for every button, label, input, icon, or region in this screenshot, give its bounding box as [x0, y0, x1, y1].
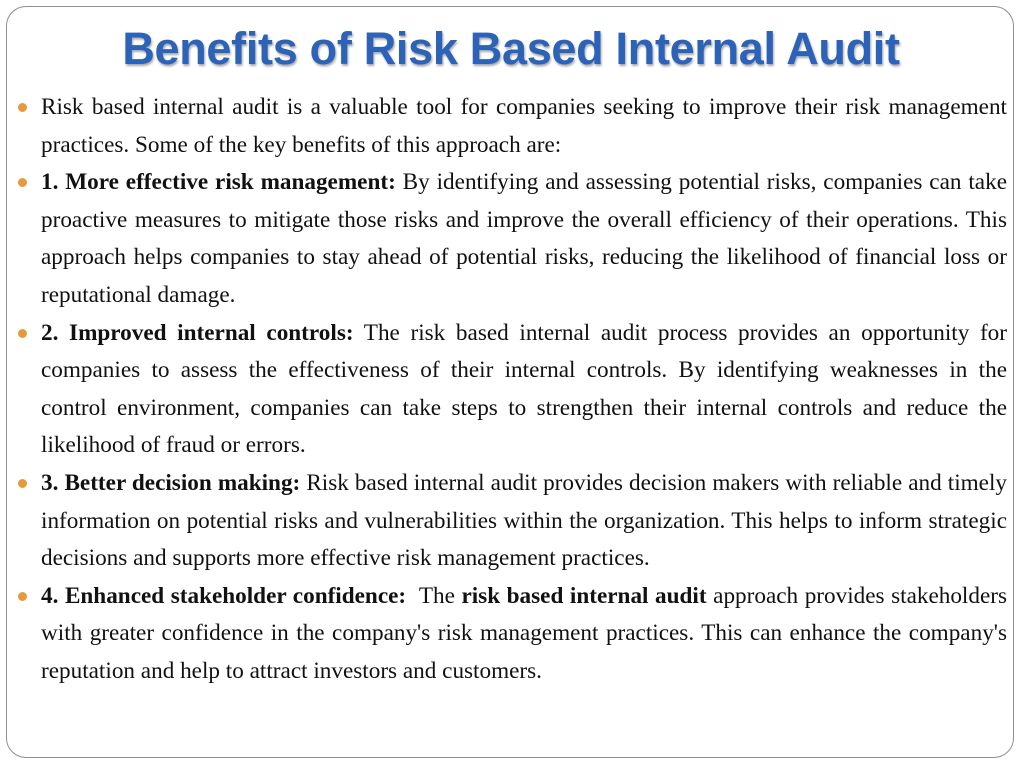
bullet-risk-management: [7, 164, 1007, 314]
bullet-stakeholder-confidence: [7, 578, 1007, 691]
bullet-heading: 2. Improved internal controls:: [41, 319, 354, 346]
bullet-dot-icon: [18, 178, 27, 187]
bullet-heading: 1. More effective risk management:: [41, 169, 396, 196]
bullet-text: Risk based internal audit is a valuable tool for companies seeking to improve their risk management practices. Some of the key benefits of this approach are:: [41, 94, 1007, 158]
bullet-text: The risk based internal audit process provides an opportunity for companies to assess the effectiveness of their internal controls. By identifying weaknesses in the control environment, companies can take steps to strengthen their internal controls and reduce the likelihood of fraud or errors.: [41, 319, 1007, 459]
slide-title: Benefits of Risk Based Internal Audit: [122, 23, 900, 74]
bullet-heading: 4. Enhanced stakeholder confidence:: [41, 582, 407, 609]
bullet-text: Risk based internal audit provides decision makers with reliable and timely information on potential risks and vulnerabilities within the organization. This helps to inform strategic decisions and supports more effective risk management practices.: [41, 469, 1008, 572]
bullet-dot-icon: [18, 592, 27, 601]
bullet-dot-icon: [18, 103, 27, 112]
bullet-emphasis: risk based internal audit: [461, 582, 707, 609]
bullet-text: The: [406, 582, 462, 609]
bullet-dot-icon: [18, 329, 27, 338]
bullet-decision-making: [7, 465, 1007, 578]
bullet-dot-icon: [18, 479, 27, 488]
bullet-list: [7, 89, 1007, 691]
slide: [6, 6, 1014, 758]
bullet-internal-controls: [7, 315, 1007, 465]
bullet-text: By identifying and assessing potential risks, companies can take proactive measures to mitigate those risks and improve the overall efficiency of their operations. This approach helps companies to stay ahead of potential risks, reducing the likelihood of financial loss or reputational damage.: [41, 169, 1007, 308]
bullet-heading: 3. Better decision making:: [41, 469, 301, 496]
bullet-text: approach provides stakeholders with greater confidence in the company's risk management practices. This can enhance the company's reputation and help to attract investors and customers.: [41, 582, 1008, 684]
bullet-intro: [7, 89, 1007, 164]
